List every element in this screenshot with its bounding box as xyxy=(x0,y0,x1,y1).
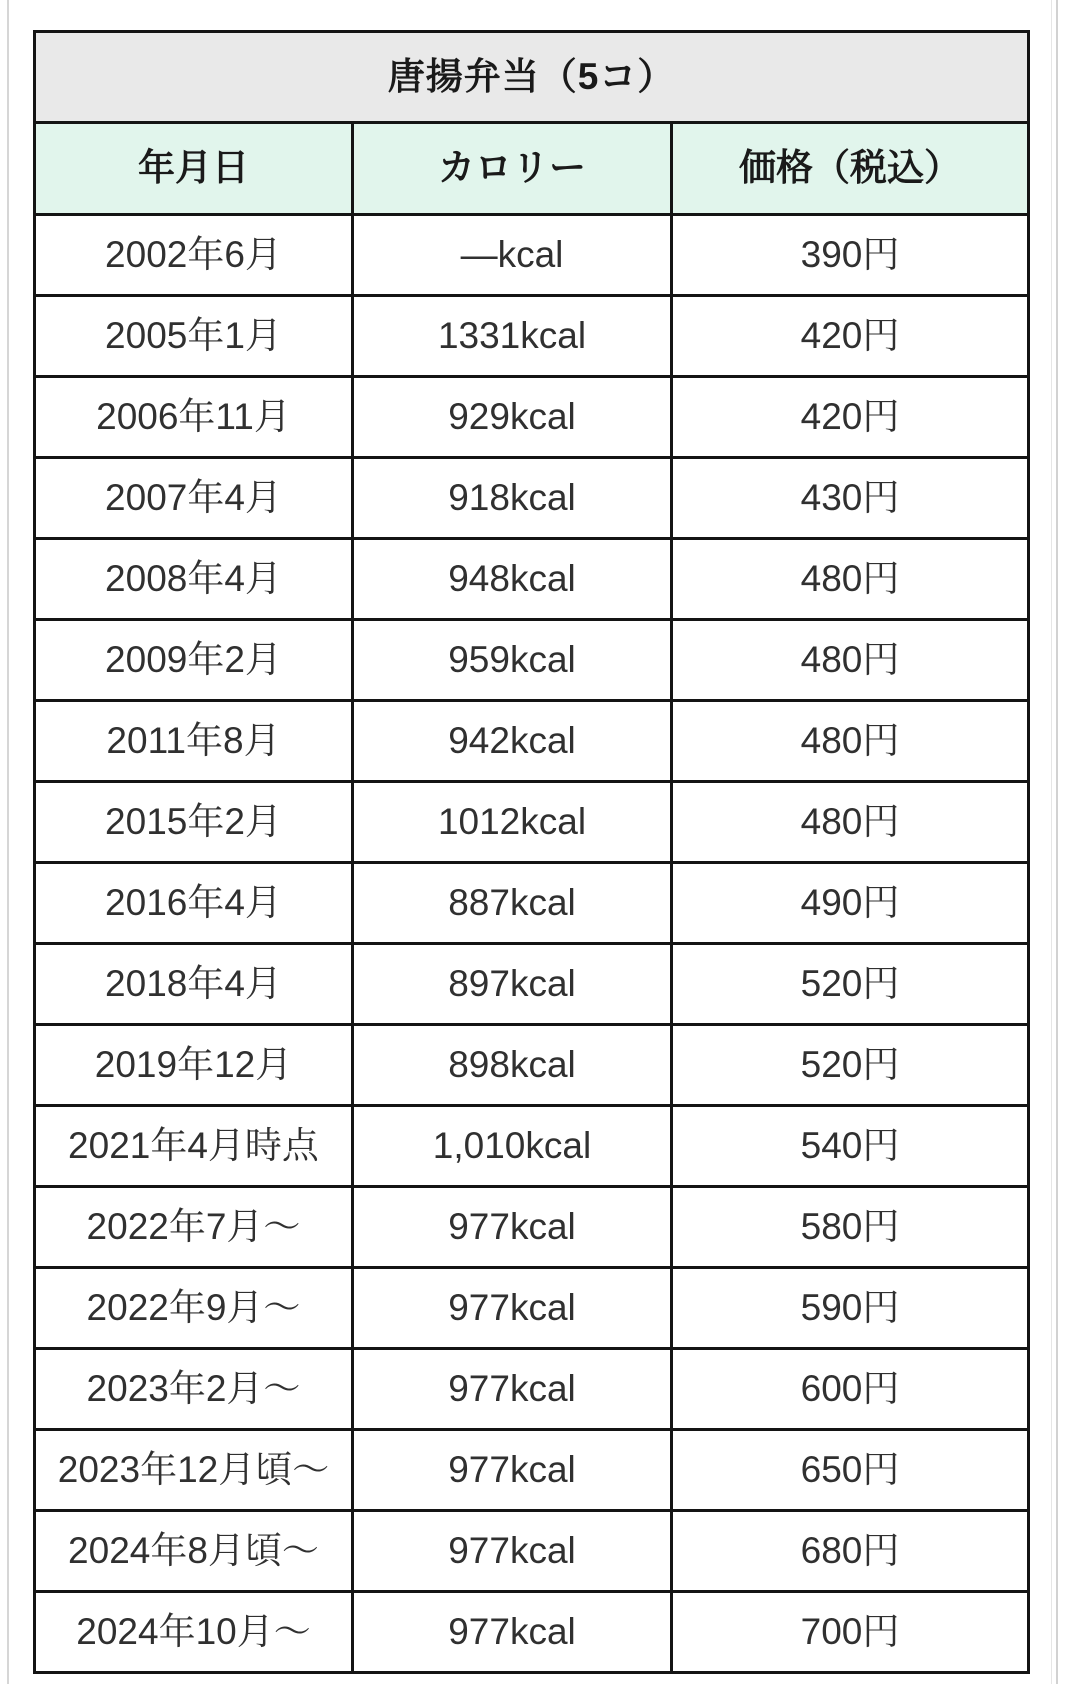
calorie-cell: 977kcal xyxy=(353,1511,672,1592)
price-cell: 390円 xyxy=(672,215,1029,296)
date-cell: 2023年2月～ xyxy=(35,1349,353,1430)
price-cell: 480円 xyxy=(672,539,1029,620)
karaage-bento-price-history-table xyxy=(33,30,1030,1674)
table-title-row xyxy=(35,32,1029,123)
table-row xyxy=(35,1592,1029,1673)
price-cell: 490円 xyxy=(672,863,1029,944)
scrollbar-edge-line xyxy=(1051,0,1052,1684)
date-cell: 2022年7月～ xyxy=(35,1187,353,1268)
scrollbar-thumb-line xyxy=(1056,0,1058,1684)
table-row xyxy=(35,1349,1029,1430)
table-row xyxy=(35,944,1029,1025)
price-cell: 480円 xyxy=(672,782,1029,863)
table-body xyxy=(35,215,1029,1673)
calorie-cell: 898kcal xyxy=(353,1025,672,1106)
date-cell: 2018年4月 xyxy=(35,944,353,1025)
date-cell: 2002年6月 xyxy=(35,215,353,296)
date-cell: 2015年2月 xyxy=(35,782,353,863)
table-row xyxy=(35,1025,1029,1106)
date-cell: 2024年8月頃～ xyxy=(35,1511,353,1592)
table-row xyxy=(35,458,1029,539)
date-cell: 2005年1月 xyxy=(35,296,353,377)
table-row xyxy=(35,539,1029,620)
table-row xyxy=(35,1511,1029,1592)
table-row xyxy=(35,1187,1029,1268)
date-cell: 2023年12月頃～ xyxy=(35,1430,353,1511)
scrollbar-track[interactable] xyxy=(1048,0,1062,1684)
price-cell: 520円 xyxy=(672,1025,1029,1106)
date-cell: 2022年9月～ xyxy=(35,1268,353,1349)
price-cell: 580円 xyxy=(672,1187,1029,1268)
calorie-cell: 918kcal xyxy=(353,458,672,539)
calorie-cell: 1012kcal xyxy=(353,782,672,863)
calorie-cell: 1331kcal xyxy=(353,296,672,377)
price-cell: 430円 xyxy=(672,458,1029,539)
price-cell: 590円 xyxy=(672,1268,1029,1349)
price-cell: 540円 xyxy=(672,1106,1029,1187)
price-cell: 600円 xyxy=(672,1349,1029,1430)
column-header-price: 価格（税込） xyxy=(672,123,1029,215)
calorie-cell: 948kcal xyxy=(353,539,672,620)
date-cell: 2009年2月 xyxy=(35,620,353,701)
price-cell: 650円 xyxy=(672,1430,1029,1511)
table-row xyxy=(35,701,1029,782)
price-cell: 700円 xyxy=(672,1592,1029,1673)
table-title: 唐揚弁当（5コ） xyxy=(35,32,1029,123)
column-header-calorie: カロリー xyxy=(353,123,672,215)
price-cell: 420円 xyxy=(672,296,1029,377)
column-header-date: 年月日 xyxy=(35,123,353,215)
date-cell: 2021年4月時点 xyxy=(35,1106,353,1187)
calorie-cell: 929kcal xyxy=(353,377,672,458)
price-cell: 680円 xyxy=(672,1511,1029,1592)
table-row xyxy=(35,215,1029,296)
calorie-cell: 897kcal xyxy=(353,944,672,1025)
calorie-cell: 977kcal xyxy=(353,1187,672,1268)
price-cell: 480円 xyxy=(672,620,1029,701)
calorie-cell: 942kcal xyxy=(353,701,672,782)
calorie-cell: 977kcal xyxy=(353,1592,672,1673)
calorie-cell: 977kcal xyxy=(353,1430,672,1511)
date-cell: 2008年4月 xyxy=(35,539,353,620)
table-row xyxy=(35,782,1029,863)
calorie-cell: 959kcal xyxy=(353,620,672,701)
table-row xyxy=(35,377,1029,458)
date-cell: 2019年12月 xyxy=(35,1025,353,1106)
table-row xyxy=(35,863,1029,944)
calorie-cell: 977kcal xyxy=(353,1268,672,1349)
date-cell: 2006年11月 xyxy=(35,377,353,458)
price-cell: 420円 xyxy=(672,377,1029,458)
date-cell: 2007年4月 xyxy=(35,458,353,539)
table-header-row xyxy=(35,123,1029,215)
table-row xyxy=(35,296,1029,377)
calorie-cell: 887kcal xyxy=(353,863,672,944)
price-cell: 520円 xyxy=(672,944,1029,1025)
price-cell: 480円 xyxy=(672,701,1029,782)
table-row xyxy=(35,1430,1029,1511)
table-row xyxy=(35,1106,1029,1187)
date-cell: 2016年4月 xyxy=(35,863,353,944)
calorie-cell: 977kcal xyxy=(353,1349,672,1430)
date-cell: 2011年8月 xyxy=(35,701,353,782)
calorie-cell: ―kcal xyxy=(353,215,672,296)
table-row xyxy=(35,620,1029,701)
table-row xyxy=(35,1268,1029,1349)
date-cell: 2024年10月～ xyxy=(35,1592,353,1673)
calorie-cell: 1,010kcal xyxy=(353,1106,672,1187)
page-left-border-line xyxy=(7,0,9,1684)
